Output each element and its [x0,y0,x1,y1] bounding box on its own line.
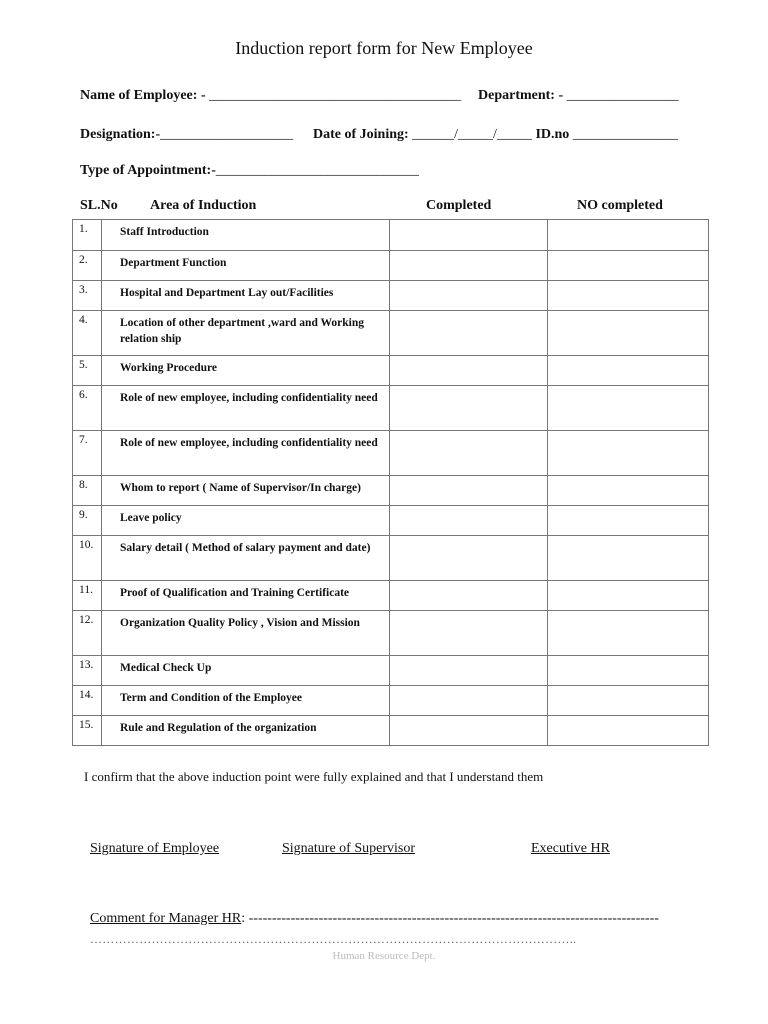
induction-area: Rule and Regulation of the organization [102,716,390,746]
not-completed-cell[interactable] [548,251,709,281]
table-row [73,431,709,476]
table-row [73,536,709,581]
completed-cell[interactable] [390,581,548,611]
date-of-joining-label: Date of Joining: [313,127,413,142]
not-completed-cell[interactable] [548,220,709,251]
induction-area: Hospital and Department Lay out/Facilities [102,281,390,311]
not-completed-cell[interactable] [548,431,709,476]
not-completed-cell[interactable] [548,611,709,656]
completed-cell[interactable] [390,431,548,476]
completed-cell[interactable] [390,611,548,656]
not-completed-cell[interactable] [548,386,709,431]
not-completed-cell[interactable] [548,686,709,716]
not-completed-cell[interactable] [548,311,709,356]
table-row [73,251,709,281]
not-completed-cell[interactable] [548,716,709,746]
date-of-joining-line[interactable]: ______/_____/_____ [412,127,532,142]
appointment-type-label: Type of Appointment:- [80,163,216,178]
not-completed-cell[interactable] [548,536,709,581]
row-number: 7. [73,431,102,476]
induction-area: Department Function [102,251,390,281]
table-row [73,311,709,356]
row-number: 13. [73,656,102,686]
supervisor-signature[interactable]: Signature of Supervisor [282,841,415,856]
appointment-type-field[interactable] [80,163,419,179]
not-completed-cell[interactable] [548,476,709,506]
completed-cell[interactable] [390,686,548,716]
table-row [73,656,709,686]
induction-table-body [73,220,709,746]
induction-area: Whom to report ( Name of Supervisor/In charge) [102,476,390,506]
induction-area: Working Procedure [102,356,390,386]
row-number: 10. [73,536,102,581]
row-number: 6. [73,386,102,431]
table-row [73,386,709,431]
employee-name-field[interactable] [80,88,461,104]
header-sl-no: SL.No [80,198,118,213]
induction-table [72,219,709,746]
completed-cell[interactable] [390,656,548,686]
id-no-label: ID.no [531,127,573,142]
induction-area: Organization Quality Policy , Vision and Mission [102,611,390,656]
employee-signature[interactable]: Signature of Employee [90,841,220,856]
completed-cell[interactable] [390,716,548,746]
header-area-of-induction: Area of Induction [150,198,257,213]
table-row [73,281,709,311]
row-number: 14. [73,686,102,716]
induction-area: Role of new employee, including confidentiality need [102,431,390,476]
header-completed: Completed [426,198,492,213]
induction-area: Salary detail ( Method of salary payment and date) [102,536,390,581]
completed-cell[interactable] [390,220,548,251]
completed-cell[interactable] [390,311,548,356]
manager-hr-comment-label: Comment for Manager HR [90,911,242,926]
not-completed-cell[interactable] [548,281,709,311]
row-number: 9. [73,506,102,536]
not-completed-cell[interactable] [548,656,709,686]
row-number: 1. [73,220,102,251]
induction-area: Role of new employee, including confidentiality need [102,386,390,431]
appointment-type-line[interactable]: _____________________________ [215,163,419,178]
date-of-joining-field[interactable] [313,127,678,143]
designation-field[interactable] [80,127,293,143]
table-row [73,686,709,716]
manager-hr-comment-line[interactable]: : ---------------------------------------------------------------------------------------- [241,911,659,926]
table-row [73,716,709,746]
department-footer: Human Resource Dept. [332,950,436,962]
induction-area: Proof of Qualification and Training Certificate [102,581,390,611]
table-row [73,220,709,251]
induction-area: Term and Condition of the Employee [102,686,390,716]
row-number: 15. [73,716,102,746]
not-completed-cell[interactable] [548,506,709,536]
employee-name-line[interactable]: ____________________________________ [209,88,462,103]
induction-area: Medical Check Up [102,656,390,686]
department-field[interactable] [478,88,679,104]
id-no-line[interactable]: _______________ [572,127,678,142]
completed-cell[interactable] [390,356,548,386]
row-number: 12. [73,611,102,656]
completed-cell[interactable] [390,506,548,536]
form-title: Induction report form for New Employee [235,38,533,58]
row-number: 11. [73,581,102,611]
induction-area: Location of other department ,ward and Working relation ship [102,311,390,356]
manager-hr-comment-field[interactable] [90,911,659,927]
table-row [73,506,709,536]
header-not-completed: NO completed [577,198,663,213]
induction-area: Staff Introduction [102,220,390,251]
confirmation-statement: I confirm that the above induction point were fully explained and that I understand them [84,769,544,784]
table-row [73,611,709,656]
completed-cell[interactable] [390,251,548,281]
row-number: 3. [73,281,102,311]
completed-cell[interactable] [390,281,548,311]
table-row [73,476,709,506]
employee-name-label: Name of Employee: - [80,88,210,103]
completed-cell[interactable] [390,536,548,581]
row-number: 5. [73,356,102,386]
table-row [73,581,709,611]
department-line[interactable]: ________________ [566,88,679,103]
not-completed-cell[interactable] [548,581,709,611]
row-number: 4. [73,311,102,356]
designation-line[interactable]: ___________________ [160,127,294,142]
completed-cell[interactable] [390,386,548,431]
designation-label: Designation:- [80,127,161,142]
table-row [73,356,709,386]
induction-area: Leave policy [102,506,390,536]
not-completed-cell[interactable] [548,356,709,386]
manager-hr-comment-dotted-line[interactable]: ……………………………………………………………………………………………………….. [90,932,577,946]
executive-hr-signature[interactable]: Executive HR [531,841,610,856]
row-number: 8. [73,476,102,506]
completed-cell[interactable] [390,476,548,506]
row-number: 2. [73,251,102,281]
department-label: Department: - [478,88,567,103]
